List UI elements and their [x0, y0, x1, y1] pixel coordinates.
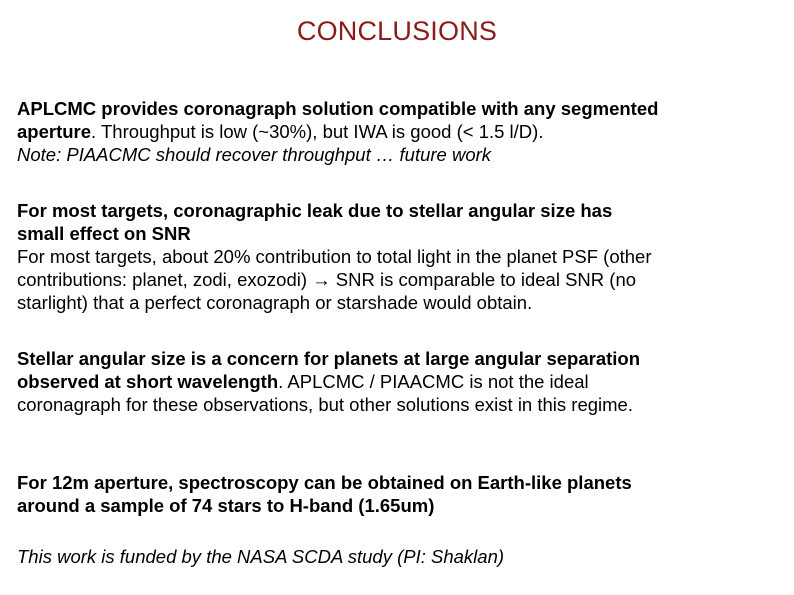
angular-wavelength-term: observed at short wavelength [17, 371, 279, 392]
spectroscopy-line-2: around a sample of 74 stars to H-band (1.65um) [17, 495, 435, 516]
conclusion-angular-size [17, 347, 787, 416]
funding-note: This work is funded by the NASA SCDA study (PI: Shaklan) [17, 546, 505, 567]
conclusion-stellar-leak [17, 199, 787, 314]
angular-line-3: coronagraph for these observations, but other solutions exist in this regime. [17, 394, 633, 415]
leak-detail-2: contributions: planet, zodi, exozodi) → SNR is comparable to ideal SNR (no [17, 269, 637, 290]
spectroscopy-line-1: For 12m aperture, spectroscopy can be obtained on Earth-like planets [17, 472, 632, 493]
leak-detail-3: starlight) that a perfect coronagraph or starshade would obtain. [17, 292, 533, 313]
aplcmc-aperture-term: aperture [17, 121, 92, 142]
aplcmc-throughput-text: . Throughput is low (~30%), but IWA is good (< 1.5 l/D). [91, 121, 544, 142]
piaacmc-note: Note: PIAACMC should recover throughput … future work [17, 144, 492, 165]
slide-title: CONCLUSIONS [296, 16, 498, 46]
conclusion-spectroscopy [17, 471, 787, 517]
angular-ideal-text: . APLCMC / PIAACMC is not the ideal [278, 371, 589, 392]
leak-headline-2: small effect on SNR [17, 223, 191, 244]
leak-detail-1: For most targets, about 20% contribution to total light in the planet PSF (other [17, 246, 652, 267]
leak-headline-1: For most targets, coronagraphic leak due to stellar angular size has [17, 200, 613, 221]
conclusion-aplcmc [17, 97, 787, 166]
aplcmc-headline: APLCMC provides coronagraph solution compatible with any segmented [17, 98, 659, 119]
angular-line-2 [17, 370, 787, 393]
aplcmc-throughput-line [17, 120, 787, 143]
angular-headline: Stellar angular size is a concern for planets at large angular separation [17, 348, 641, 369]
